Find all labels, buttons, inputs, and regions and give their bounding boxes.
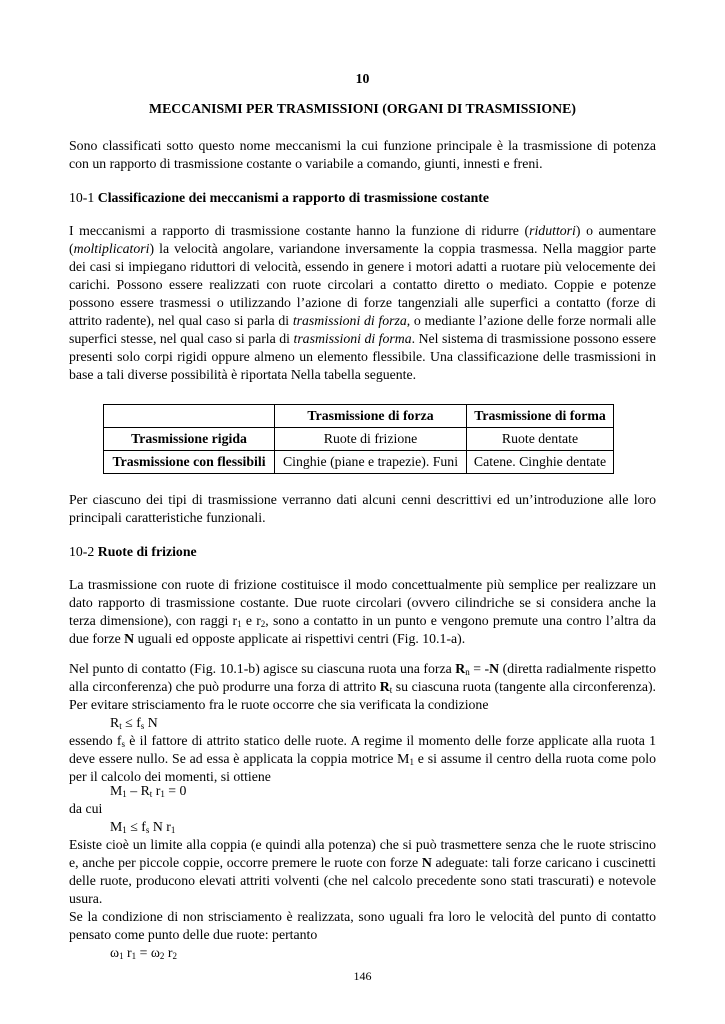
text-run: , o mediante l’azione delle forze normali alle superfici stesse, nel qual caso si parla di: [69, 313, 656, 346]
vector-N: N: [421, 855, 432, 870]
subscript: 1: [119, 951, 124, 961]
vector-N: N: [124, 631, 135, 646]
table-row: [104, 428, 614, 451]
table-cell: Ruote di frizione: [275, 428, 467, 451]
section-2-title: Ruote di frizione: [97, 544, 197, 559]
vector-R: R: [455, 661, 466, 676]
subscript: 2: [260, 619, 266, 629]
table-cell: Cinghie (piane e trapezie). Funi: [275, 451, 467, 474]
subscript: 1: [122, 789, 127, 799]
section-2-paragraph-4: [69, 836, 656, 908]
text-run: è il fattore di attrito statico delle ruote. A regime il momento delle forze applicate alla ruota 1 deve essere nullo. Se ad essa è applicata la coppia motrice M: [69, 733, 656, 766]
text-run: = -: [469, 661, 490, 676]
chapter-title: MECCANISMI PER TRASMISSIONI (ORGANI DI TRASMISSIONE): [149, 101, 576, 116]
section-2-paragraph-3: [69, 732, 656, 786]
classification-table: [103, 404, 614, 474]
text-run: . Nel sistema di trasmissione possono essere presenti solo corpi rigidi oppure almeno un elemento flessibile. Una classificazione delle trasmissioni in base a tali diverse possibilità è riportata Nella tabella seguente.: [69, 331, 656, 382]
text-run: , sono a contatto in un punto e vengono premute una contro l’altra da due forze: [69, 613, 656, 646]
subscript: t: [119, 721, 122, 731]
text-run: ω: [110, 945, 120, 960]
section-2-number: 10-2: [69, 544, 95, 559]
da-cui-text: da cui: [69, 801, 103, 816]
subscript: 1: [170, 825, 176, 835]
chapter-number: 10: [355, 71, 370, 86]
text-run: adeguate: tali forze caricano i cuscinetti delle ruote, producono elevati attriti volventi (che nel calcolo precedente sono stati trascurati) e notevole usura.: [69, 855, 656, 906]
text-run: M: [110, 783, 123, 798]
subscript: t: [389, 685, 393, 695]
subscript: 2: [159, 951, 165, 961]
subscript: 1: [160, 789, 165, 799]
subscript: n: [465, 667, 470, 677]
section-1-heading: [69, 189, 489, 207]
text-run: r: [164, 945, 173, 960]
subscript: s: [121, 739, 126, 749]
table-header-row: [104, 405, 614, 428]
text-run: N r: [149, 819, 171, 834]
subscript: s: [145, 825, 150, 835]
vector-N: N: [489, 661, 500, 676]
table-cell: Ruote dentate: [467, 428, 614, 451]
subscript: 2: [172, 951, 177, 961]
term-trasmissioni-forza: trasmissioni di forza: [292, 313, 407, 328]
section-2-paragraph-2: [69, 660, 656, 714]
subscript: t: [149, 789, 153, 799]
formula-condition: [110, 714, 158, 732]
text-run: ≤ f: [126, 819, 146, 834]
formula-limit: [110, 818, 175, 836]
after-table-paragraph: Per ciascuno dei tipi di trasmissione verranno dati alcuni cenni descrittivi ed un’introduzione alle loro principali caratteristiche funzionali.: [69, 492, 656, 525]
page-number: 146: [353, 969, 372, 983]
text-run: (diretta radialmente rispetto alla circonferenza) che può produrre una forza di attrito: [69, 661, 656, 694]
table-row-header: Trasmissione con flessibili: [104, 451, 275, 474]
intro-paragraph: Sono classificati sotto questo nome meccanismi la cui funzione principale è la trasmissione di potenza con un rapporto di trasmissione costante o variabile a comando, giunti, innesti e freni.: [69, 138, 656, 171]
text-run: = 0: [164, 783, 187, 798]
table-row: [104, 451, 614, 474]
section-1-number: 10-1: [69, 190, 95, 205]
text-run: r: [152, 783, 161, 798]
section-1-title: Classificazione dei meccanismi a rapporto di trasmissione costante: [97, 190, 490, 205]
text-run: r: [123, 945, 132, 960]
subscript: 1: [237, 619, 242, 629]
document-page: [69, 0, 656, 1024]
table-cell: Catene. Cinghie dentate: [467, 451, 614, 474]
table-header-cell: Trasmissione di forma: [467, 405, 614, 428]
term-trasmissioni-forma: trasmissioni di forma: [293, 331, 412, 346]
text-run: R: [110, 715, 120, 730]
text-run: e si assume il centro della ruota come polo per il calcolo dei momenti, si ottiene: [69, 751, 656, 784]
subscript: 1: [131, 951, 137, 961]
table-header-cell: Trasmissione di forza: [275, 405, 467, 428]
formula-moments: [110, 782, 186, 800]
text-run: uguali ed opposte applicate ai rispettivi centri (Fig. 10.1-a).: [134, 631, 466, 646]
text-run: I meccanismi a rapporto di trasmissione costante hanno la funzione di ridurre (: [69, 223, 530, 238]
term-riduttori: riduttori: [529, 223, 576, 238]
table-row-header: Trasmissione rigida: [104, 428, 275, 451]
formula-velocity: [110, 944, 177, 962]
subscript: 1: [122, 825, 127, 835]
text-run: Esiste cioè un limite alla coppia (e quindi alla potenza) che si può trasmettere senza che le ruote striscino e, anche per piccole coppie, occorre premere le ruote con forze: [69, 837, 656, 870]
section-2-heading: [69, 543, 197, 561]
text-run: Nel punto di contatto (Fig. 10.1-b) agisce su ciascuna ruota una forza: [69, 661, 456, 676]
section-2-paragraph-1: [69, 576, 656, 648]
text-run: – R: [126, 783, 150, 798]
term-moltiplicatori: moltiplicatori: [73, 241, 150, 256]
text-run: essendo f: [69, 733, 122, 748]
vector-R: R: [379, 679, 390, 694]
section-1-paragraph: [69, 222, 656, 384]
subscript: s: [140, 721, 145, 731]
text-run: ≤ f: [121, 715, 141, 730]
text-run: = ω: [136, 945, 160, 960]
text-run: La trasmissione con ruote di frizione costituisce il modo concettualmente più semplice per realizzare un dato rapporto di trasmissione costante. Due ruote circolari (ovvero cilindriche se si considera anche la terza dimensione), con raggi r: [69, 577, 656, 628]
text-run: ) la velocità angolare, variandone inversamente la coppia trasmessa. Nella maggior parte dei casi si impiegano riduttori di velocità, essendo in genere i motori adatti a ruotare più velocemente dei carichi. Possono essere realizzati con ruote circolari a contatto diretto o mediato. Coppie e potenze possono essere trasmessi o utilizzando l’azione di forze tangenziali alle superfici a contatto (forze di attrito radente), nel qual caso si parla di: [69, 241, 656, 328]
section-2-paragraph-5: Se la condizione di non strisciamento è realizzata, sono uguali fra loro le velocità del punto di contatto pensato come punto delle due ruote: pertanto: [69, 909, 656, 942]
text-run: e r: [241, 613, 261, 628]
text-run: su ciascuna ruota (tangente alla circonferenza). Per evitare strisciamento fra le ruote occorre che sia verificata la condizione: [69, 679, 656, 712]
subscript: 1: [409, 757, 414, 767]
table-header-cell: [104, 405, 275, 428]
text-run: N: [144, 715, 158, 730]
text-run: M: [110, 819, 123, 834]
text-run: ) o aumentare (: [69, 223, 657, 256]
